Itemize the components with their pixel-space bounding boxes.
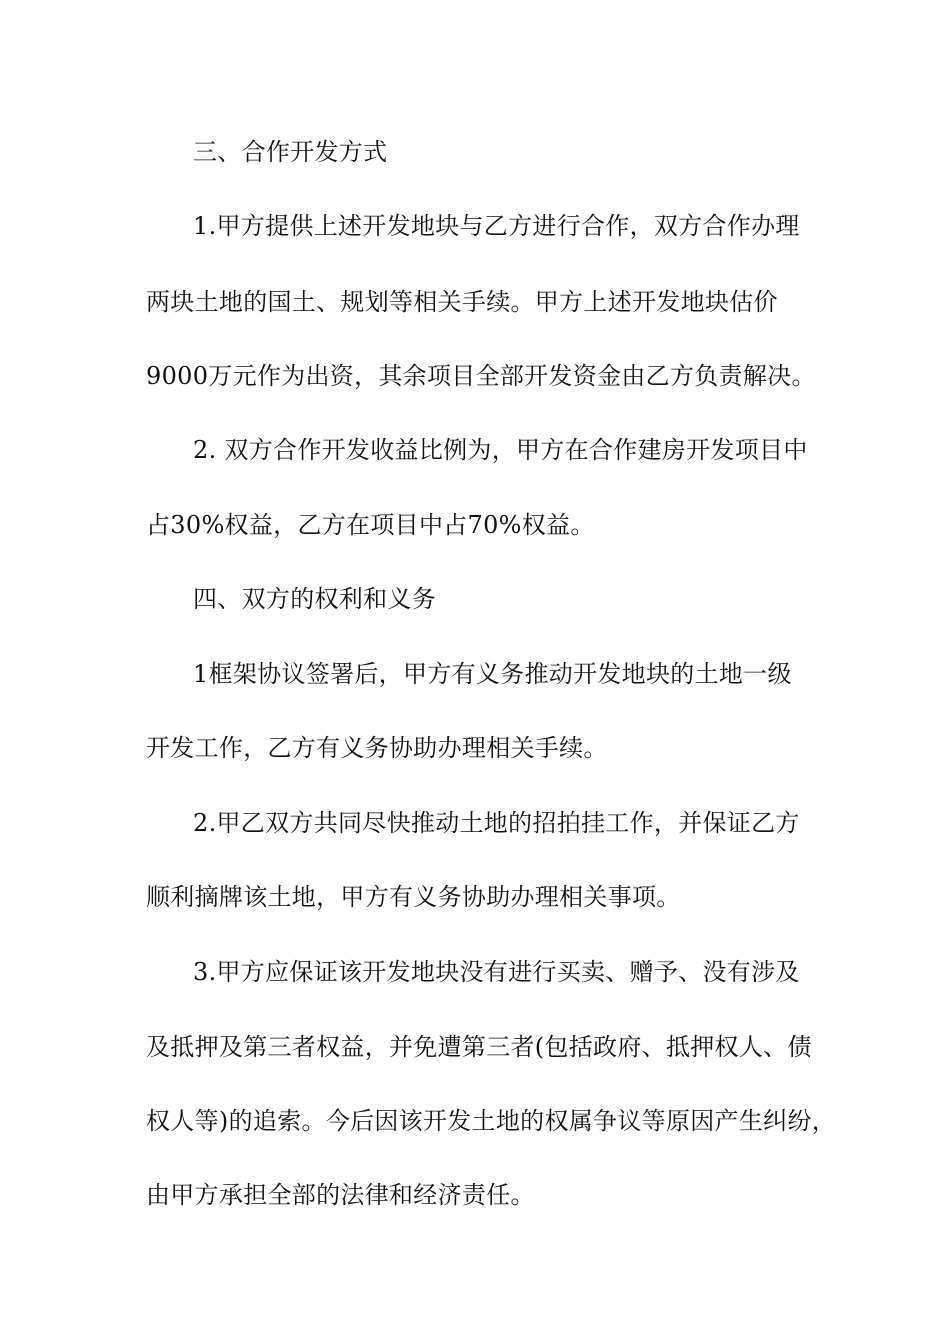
paragraph-line: 及抵押及第三者权益，并免遭第三者(包括政府、抵押权人、债 bbox=[146, 1033, 812, 1061]
paragraph-line: 开发工作，乙方有义务协助办理相关手续。 bbox=[146, 734, 608, 762]
paragraph-line: 1.甲方提供上述开发地块与乙方进行合作，双方合作办理 bbox=[193, 212, 800, 240]
section-heading-3: 三、合作开发方式 bbox=[193, 138, 388, 166]
paragraph-line: 9000万元作为出资，其余项目全部开发资金由乙方负责解决。 bbox=[146, 362, 816, 390]
paragraph-line: 顺利摘牌该土地，甲方有义务协助办理相关事项。 bbox=[146, 883, 681, 911]
section-heading-4: 四、双方的权利和义务 bbox=[193, 585, 436, 613]
paragraph-line: 权人等)的追索。今后因该开发土地的权属争议等原因产生纠纷， bbox=[146, 1107, 837, 1135]
paragraph-line: 占30%权益，乙方在项目中占70%权益。 bbox=[146, 511, 595, 539]
paragraph-line: 2.甲乙双方共同尽快推动土地的招拍挂工作，并保证乙方 bbox=[193, 809, 800, 837]
paragraph-line: 1框架协议签署后，甲方有义务推动开发地块的土地一级 bbox=[193, 660, 792, 688]
paragraph-line: 3.甲方应保证该开发地块没有进行买卖、赠予、没有涉及 bbox=[193, 958, 800, 986]
paragraph-line: 由甲方承担全部的法律和经济责任。 bbox=[146, 1181, 535, 1209]
paragraph-line: 两块土地的国土、规划等相关手续。甲方上述开发地块估价 bbox=[146, 288, 778, 316]
paragraph-line: 2. 双方合作开发收益比例为，甲方在合作建房开发项目中 bbox=[193, 436, 808, 464]
